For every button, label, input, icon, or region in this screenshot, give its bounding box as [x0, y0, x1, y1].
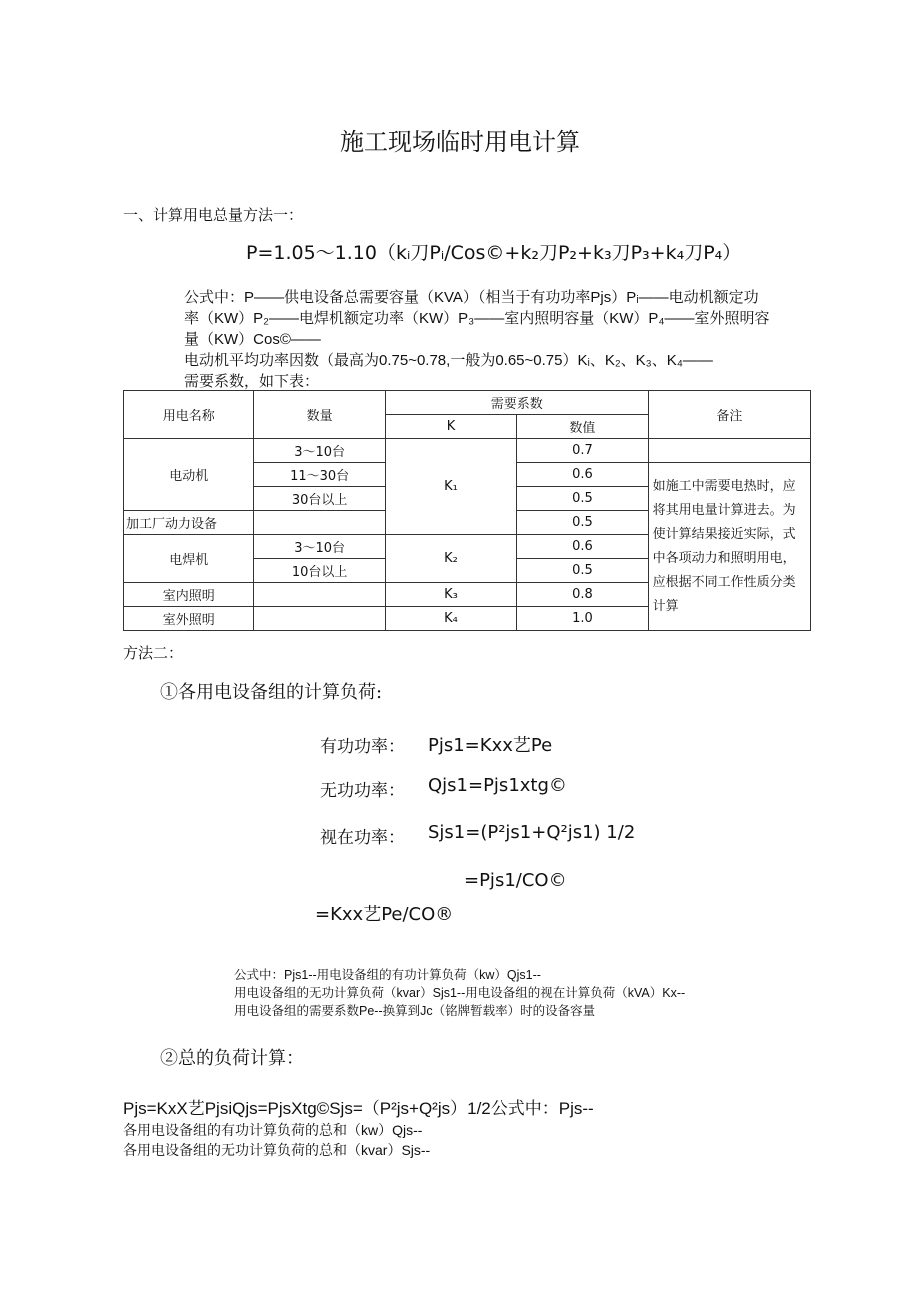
cell-qty: 11～30台: [254, 463, 385, 487]
cell-val: 0.5: [517, 511, 648, 535]
header-qty: 数量: [254, 391, 385, 439]
desc-line: 电动机平均功率因数（最高为0.75~0.78,一般为0.65~0.75）Kᵢ、K₂、K₃、K₄——: [184, 352, 713, 369]
formula-total: P=1.05～1.10（kᵢ刀Pᵢ/Cos©+k₂刀P₂+k₃刀P₃+k₄刀P₄）: [246, 242, 742, 264]
cell-qty: [254, 583, 385, 607]
cell-qty: 3～10台: [254, 535, 385, 559]
desc-line: 用电设备组的无功计算负荷（kvar）Sjs1--用电设备组的视在计算负荷（kVA）Kx--: [234, 986, 686, 1000]
formula-apparent-power: Sjs1=(P²js1+Q²js1) 1/2: [428, 822, 636, 843]
total-load-description: [123, 1120, 430, 1160]
header-k: K: [385, 415, 516, 439]
cell-k: K₁: [385, 439, 516, 535]
cell-k: K₂: [385, 535, 516, 583]
cell-val: 1.0: [517, 607, 648, 631]
group-load-description: [234, 966, 685, 1020]
cell-k: K₃: [385, 583, 516, 607]
label-active-power: 有功功率：: [320, 737, 405, 757]
cell-note-empty: [648, 439, 810, 463]
header-name: 用电名称: [124, 391, 254, 439]
formula-apparent-alt1: =Pjs1/CO©: [464, 870, 567, 891]
cell-name: 电焊机: [124, 535, 254, 583]
cell-val: 0.6: [517, 535, 648, 559]
desc-line: 各用电设备组的有功计算负荷的总和（kw）Qjs--: [123, 1122, 423, 1138]
cell-qty: [254, 511, 385, 535]
formula-total-load: Pjs=KxX艺PjsiQjs=PjsXtg©Sjs=（P²js+Q²js）1/2公式中：Pjs--: [123, 1099, 594, 1118]
formula-reactive-power: Qjs1=Pjs1xtg©: [428, 775, 567, 796]
cell-qty: [254, 607, 385, 631]
cell-k: K₄: [385, 607, 516, 631]
formula-description: [184, 287, 770, 392]
subheading-group-load: ①各用电设备组的计算负荷:: [160, 682, 383, 703]
section-heading: 一、计算用电总量方法一：: [123, 206, 304, 224]
desc-line: 需要系数，如下表：: [184, 373, 320, 390]
page-title: 施工现场临时用电计算: [340, 128, 580, 156]
label-apparent-power: 视在功率：: [320, 828, 405, 848]
label-reactive-power: 无功功率：: [320, 781, 405, 801]
cell-qty: 30台以上: [254, 487, 385, 511]
desc-line: 公式中：Pjs1--用电设备组的有功计算负荷（kw）Qjs1--: [234, 968, 541, 982]
desc-line: 量（KW）Cos©——: [184, 331, 321, 348]
cell-val: 0.7: [517, 439, 648, 463]
desc-line: 率（KW）P₂——电焊机额定功率（KW）P₃——室内照明容量（KW）P₄——室外照明容: [184, 310, 770, 327]
cell-name: 电动机: [124, 439, 254, 511]
desc-line: 用电设备组的需要系数Pe--换算到Jc（铭牌暂载率）时的设备容量: [234, 1004, 596, 1018]
cell-note: 如施工中需要电热时，应将其用电量计算进去。为使计算结果接近实际，式中各项动力和照明用电，应根据不同工作性质分类计算: [648, 463, 810, 631]
desc-line: 各用电设备组的无功计算负荷的总和（kvar）Sjs--: [123, 1142, 431, 1158]
header-val: 数值: [517, 415, 648, 439]
method-two-heading: 方法二：: [123, 644, 184, 662]
cell-name: 加工厂动力设备: [124, 511, 254, 535]
cell-qty: 3～10台: [254, 439, 385, 463]
formula-apparent-alt2: =Kxx艺Pe/CO®: [315, 904, 454, 925]
cell-name: 室外照明: [124, 607, 254, 631]
subheading-total-load: ②总的负荷计算：: [160, 1048, 304, 1069]
header-note: 备注: [648, 391, 810, 439]
formula-active-power: Pjs1=Kxx艺Pe: [428, 735, 553, 756]
cell-val: 0.8: [517, 583, 648, 607]
cell-val: 0.5: [517, 487, 648, 511]
coefficient-table: [123, 390, 811, 631]
desc-line: 公式中：P——供电设备总需要容量（KVA）（相当于有功功率Pjs）Pᵢ——电动机额定功: [184, 289, 759, 306]
header-coef: 需要系数: [385, 391, 648, 415]
cell-name: 室内照明: [124, 583, 254, 607]
cell-val: 0.6: [517, 463, 648, 487]
cell-qty: 10台以上: [254, 559, 385, 583]
cell-val: 0.5: [517, 559, 648, 583]
